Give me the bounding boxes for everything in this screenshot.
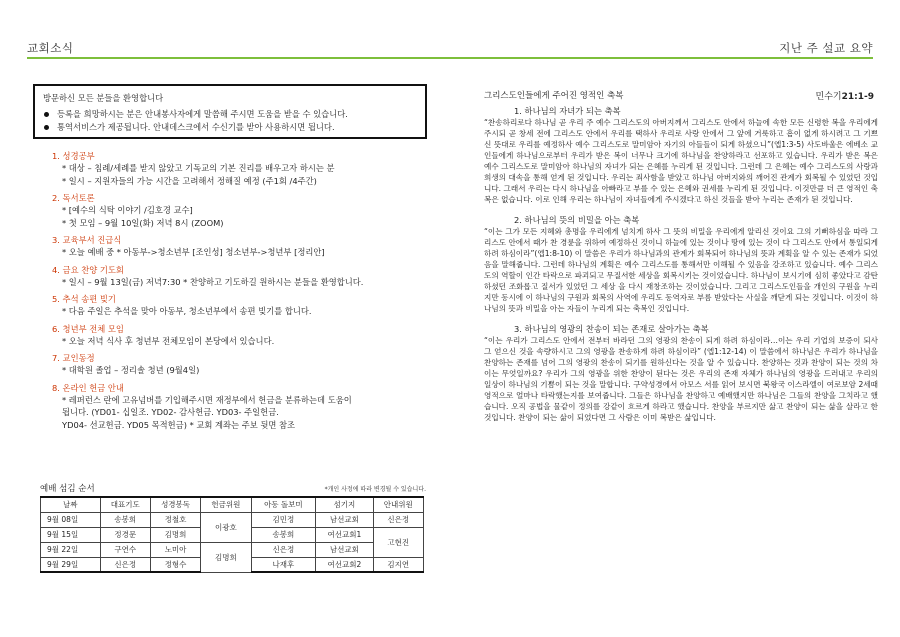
table-cell: 고현진: [373, 527, 423, 557]
news-line: YD04- 선교헌금. YD05 목적헌금) * 교회 계좌는 주보 뒷면 참조: [62, 419, 296, 430]
table-cell: 여선교회2: [316, 557, 373, 572]
column-header: 성경봉독: [150, 497, 200, 512]
news-title: 4. 금요 찬양 기도회: [52, 264, 124, 275]
sermon-title: 그리스도인들에게 주어진 영적인 축복: [484, 91, 624, 101]
news-line: * 오늘 저녁 식사 후 청년부 전체모임이 본당에서 있습니다.: [62, 335, 275, 346]
table-cell: 나재후: [251, 557, 316, 572]
table-cell: 이광호: [201, 512, 251, 542]
news-item: [52, 323, 432, 348]
news-title: 1. 성경공부: [52, 151, 95, 161]
news-line: * 대학원 졸업 – 정리솔 청년 (9월4일): [62, 365, 200, 375]
news-item: [52, 192, 432, 229]
column-header: 대표기도: [100, 497, 150, 512]
news-list: [52, 150, 432, 436]
welcome-item: 통역서비스가 제공됩니다. 안내데스크에서 수신기를 받아 사용하시면 됩니다.: [43, 121, 417, 134]
news-line: * 다음 주일은 추석을 맞아 아동부, 청소년부에서 송편 빚기를 합니다.: [62, 306, 312, 316]
news-item: [52, 150, 432, 187]
section-heading: 2. 하나님의 뜻의 비밀을 아는 축복: [514, 215, 640, 225]
news-title: 2. 독서토론: [52, 193, 95, 203]
table-cell: 남선교회: [316, 512, 373, 527]
table-row: [41, 512, 424, 527]
news-line: * 첫 모임 – 9월 10일(화) 저녁 8시 (ZOOM): [62, 217, 224, 228]
sermon-section: [484, 323, 878, 423]
news-item: [52, 382, 432, 432]
section-body: “찬송하리로다 하나님 곧 우리 주 예수 그리스도의 아버지께서 그리스도 안에서 하늘에 속한 모든 신령한 복을 우리에게 주시되 곧 창세 전에 그리스도 안에서 우리를 택하사 우리로 사랑 안에서 그 앞에 거룩하고 흠이 없게 하시려고 그 기쁘신 뜻대로 우리를 예정하사 예수 그리스도로 말미암아 자기의 아들들이 되게 하셨으니”(엡1:3-5) 사도바울은 에베소 교인들에게 하나님으로부터 우리가 받은 복이 너무나 크기에 하나님을 찬양하라고 선포하고 있습니다. 우리가 받은 복은 예수 그리스도로 말미암아 하나님의 자녀가 되는 은혜를 누리게 된 것입니다. 그런데 그 은혜는 예수 그리스도의 사랑과 희생의 대속을 통해 얻게 된 것입니다. 우리는 죄사함을 받았고 하나님 아버지와의 깨어진 관계가 회복될 수 있었던 것입니다. 그래서 우리는 다시 하나님을 아빠라고 부를 수 있는 은혜와 권세를 누리게 된 것입니다. 이것만큼 더 큰 영적인 축복은 없습니다. 이로 인해 우리는 하나님이 자녀들에게 주시겠다고 하신 것들을 받아 누리는 존재가 된 것입니다.: [484, 118, 878, 204]
sermon-section: [484, 105, 878, 205]
table-cell: 신은정: [373, 512, 423, 527]
sermon-sections: [484, 105, 878, 432]
table-cell: 김민정: [251, 512, 316, 527]
news-title: 6. 청년부 전체 모임: [52, 323, 124, 334]
table-cell: 김지연: [373, 557, 423, 572]
table-cell: 신은정: [100, 557, 150, 572]
news-line: * 오늘 예배 중 * 아동부->청소년부 [조인성] 청소년부->청년부 [정리안]: [62, 247, 325, 257]
header-rule: [450, 57, 873, 59]
schedule-title: 예배 섬김 순서: [40, 484, 95, 494]
table-cell: 남선교회: [316, 542, 373, 557]
section-heading: 3. 하나님의 영광의 찬송이 되는 존재로 살아가는 축복: [514, 324, 709, 334]
news-item: [52, 234, 432, 259]
table-cell: 9월 29일: [41, 557, 101, 572]
news-line: * 대상 – 침례/세례를 받지 않았고 기독교의 기본 진리를 배우고자 하시는 분: [62, 163, 335, 173]
table-header-row: [41, 497, 424, 512]
table-cell: 9월 22일: [41, 542, 101, 557]
news-item: [52, 293, 432, 318]
news-line: * 일시 – 9월 13일(금) 저녁7:30 * 찬양하고 기도하길 원하시는 분들을 환영합니다.: [62, 276, 364, 287]
section-body: “이는 그가 모든 지혜와 총명을 우리에게 넘치게 하사 그 뜻의 비밀을 우리에게 알리신 것이요 그의 기뻐하심을 따라 그리스도 안에서 때가 찬 경륜을 위하여 예정하신 것이니 하늘에 있는 것이나 땅에 있는 것이 다 그리스도 안에서 통일되게 하려 하심이라”(엡1:8-10) 이 말씀은 우리가 하나님과의 관계가 회복되어 하나님의 뜻과 계획을 알 수 있는 존재가 되었음을 말해줍니다. 그런데 하나님의 계획은 예수 그리스도를 통해서만 이해될 수 있음을 강조하고 있습니다. 예수 그리스도의 역할이 인간 타락으로 파괴되고 무질서한 세상을 회복시키는 것이었습니다. 하나님이 보시기에 심히 좋았다고 감탄하셨던 조화롭고 질서가 있었던 그 세상 을 다시 재창조하는 것이었습니다. 그리고 그리스도인들을 개인의 구원을 누리지만 동시에 이 하나님의 구원과 회복의 사역에 우리도 동역자로 부름 받았다는 사실을 깨닫게 되는 것입니다. 이것이 하나님의 뜻과 비밀을 아는 자들이 누리게 되는 축복인 것입니다.: [484, 227, 878, 313]
schedule-note: *개인 사정에 따라 변경될 수 있습니다.: [324, 486, 426, 493]
column-header: 섬기지: [316, 497, 373, 512]
header-rule: [27, 57, 450, 59]
news-title: 5. 추석 송편 빚기: [52, 294, 116, 304]
news-item: [52, 352, 432, 377]
sermon-section: [484, 214, 878, 314]
section-heading: 1. 하나님의 자녀가 되는 축복: [514, 106, 621, 116]
welcome-title: 방문하신 모든 분들을 환영합니다: [43, 93, 164, 103]
table-cell: 김명희: [150, 527, 200, 542]
news-line: 됩니다. (YD01- 십일조. YD02- 감사헌금. YD03- 주일헌금.: [62, 407, 279, 417]
news-line: * 일시 – 지원자들의 가능 시간을 고려해서 정해질 예정 (주1회 /4주간): [62, 175, 317, 186]
column-header: 안내위원: [373, 497, 423, 512]
table-cell: 여선교회1: [316, 527, 373, 542]
news-title: 8. 온라인 헌금 안내: [52, 382, 124, 393]
table-cell: 송봉희: [251, 527, 316, 542]
welcome-item: 등록을 희망하시는 분은 안내봉사자에게 말씀해 주시면 도움을 받을 수 있습니다.: [43, 108, 417, 121]
welcome-list: [43, 108, 417, 134]
news-title: 3. 교육부서 진급식: [52, 235, 122, 245]
scripture-book: 민수기: [815, 92, 842, 102]
page-header-sermon-summary: 지난 주 설교 요약: [779, 41, 873, 55]
table-cell: 정형수: [150, 557, 200, 572]
table-cell: 송봉희: [100, 512, 150, 527]
section-body: “이는 우리가 그리스도 안에서 전부터 바라던 그의 영광의 찬송이 되게 하려 하심이라…이는 우리 기업의 보증이 되사 그 얻으신 것을 속량하시고 그의 영광을 찬송하게 하려 하심이라” (엡1:12-14) 이 말씀에서 하나님은 우리가 하나님을 찬양하는 존재를 넘어 그의 영광의 찬송이 되기를 원하신다는 것을 알 수 있습니다. 찬양하는 것과 찬양이 되는 것의 차이는 무엇일까요? 우리가 그의 영광을 위한 찬양이 된다는 것은 우리의 존재 자체가 하나님의 영광을 드러내고 우리의 일상이 하나님의 기쁨이 되는 것을 말합니다. 구약성경에서 아모스 서를 읽어 보시면 북왕국 이스라엘이 여로보암 2세때 영적으로 얼마나 타락했는지를 보여줍니다. 그들은 하나님을 찬양하고 예배했지만 하나님은 그들의 찬양을 그치라고 했습니다. 오직 공법을 물같이 정의를 강같이 흐르게 하라고 했습니다. 찬양을 부르지만 삶고 찬양이 되는 삶을 살라고 한 것입니다. 찬양이 되는 삶이 되었다면 그 사람은 이미 복받은 삶입니다.: [484, 336, 878, 422]
scripture-verses: 21:1-9: [841, 92, 874, 102]
column-header: 아동 돌보미: [251, 497, 316, 512]
table-cell: 정철호: [150, 512, 200, 527]
sermon-heading: [484, 89, 874, 101]
page-header-church-news: 교회소식: [27, 41, 74, 55]
schedule-table: [40, 496, 424, 573]
table-row: [41, 542, 424, 557]
right-page: [450, 0, 900, 637]
column-header: 날짜: [41, 497, 101, 512]
welcome-box: [33, 84, 427, 139]
table-cell: 김명희: [201, 542, 251, 572]
table-cell: 구연수: [100, 542, 150, 557]
table-cell: 9월 08일: [41, 512, 101, 527]
news-item: [52, 264, 432, 289]
table-cell: 9월 15일: [41, 527, 101, 542]
scripture-reference: [816, 89, 874, 102]
news-line: * 레퍼런스 란에 고유넘버를 기입해주시면 재정부에서 헌금을 분류하는데 도움이: [62, 394, 352, 405]
news-line: * [예수의 식탁 이야기 /김호경 교수]: [62, 205, 193, 215]
table-cell: 신은정: [251, 542, 316, 557]
column-header: 헌금위원: [201, 497, 251, 512]
table-cell: 노미아: [150, 542, 200, 557]
table-cell: 정경문: [100, 527, 150, 542]
news-title: 7. 교인동정: [52, 353, 95, 363]
